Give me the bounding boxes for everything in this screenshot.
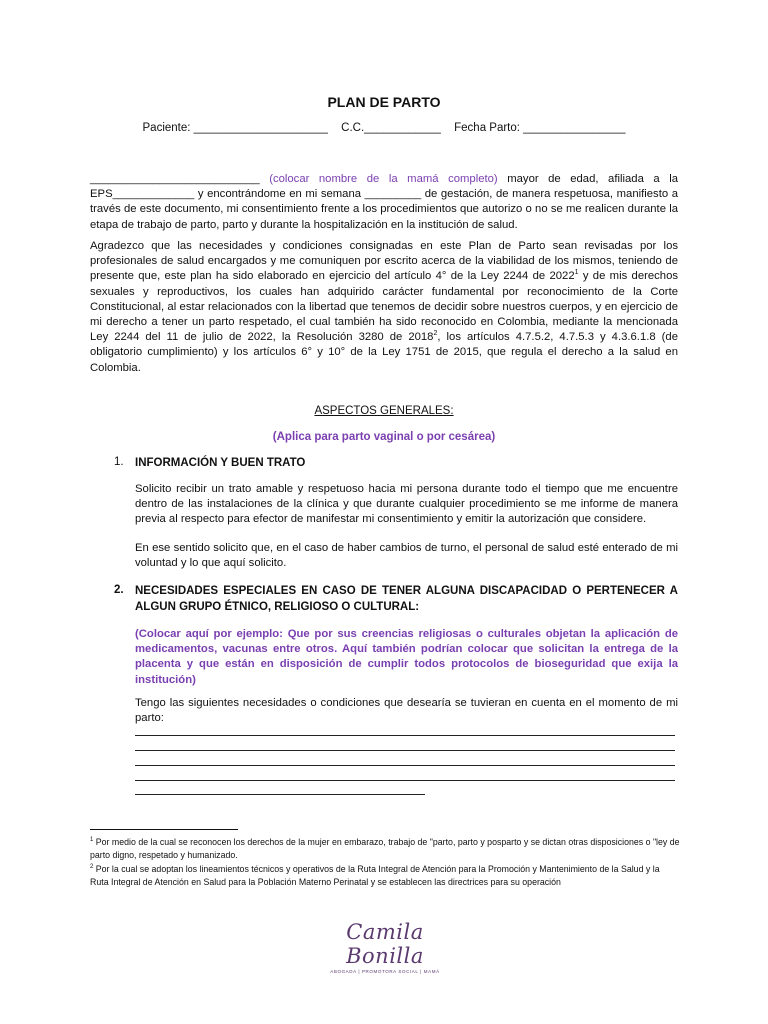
footnote-1-text: Por medio de la cual se reconocen los derechos de la mujer en embarazo, trabajo de "parto, parto y posparto y se dictan otras disposiciones o "ley de parto digno, respetado y humanizado. <box>90 837 680 860</box>
footnote-2 <box>90 863 680 888</box>
intro-paragraph <box>90 172 678 233</box>
answer-line-5[interactable] <box>135 794 425 795</box>
signature-tagline: ABOGADA | PROMOTORA SOCIAL | MAMÁ <box>330 969 440 974</box>
section-2-hint: (Colocar aquí por ejemplo: Que por sus creencias religiosas o culturales objetan la aplicación de medicamentos, vacunas entre otros. Aquí también podrían colocar que solicitan la entrega de la placenta y que están en disposición de cumplir todos protocolos de bioseguridad que exija la institución) <box>135 628 678 686</box>
footnote-ref-2: 2 <box>433 330 438 338</box>
gratitude-text-3: , los artículos 4.7.5.2, 4.7.5.3 y 4.3.6.1.8 (de obligatorio cumplimiento) y los artículos 6° y 10° de la Ley 1751 de 2015, que regula el derecho a la salud en Colombia. <box>90 331 679 374</box>
intro-text: mayor de edad, afiliada a la EPS_____________ y encontrándome en mi semana _________ de gestación, de manera respetuosa, manifiesto a través de este documento, mi consentimiento frente a los procedimientos que autorizo o no se me realicen durante la etapa de trabajo de parto, parto y durante la hospitalización en la institución de salud. <box>90 173 678 231</box>
answer-line-2[interactable] <box>135 750 675 751</box>
mother-name-blank[interactable]: ___________________________ <box>90 173 260 185</box>
delivery-date-field[interactable]: Fecha Parto: ________________ <box>454 122 626 134</box>
gratitude-text-2: y de mis derechos sexuales y reproductivos, los cuales han adquirido carácter fundamental por reconocimiento de la Corte Constitucional, al estar relacionados con la libertad que tenemos de decidir sobre nuestros cuerpos, y en ejercicio de mi derecho a tener un parto respetado, el cual también ha sido reconocido en Colombia, mediante la mencionada Ley 2244 del 11 de julio de 2022, la Resolución 3280 de 2018 <box>90 270 679 344</box>
footnote-1 <box>90 836 680 861</box>
answer-line-3[interactable] <box>135 765 675 766</box>
footnote-2-number: 2 <box>90 864 94 871</box>
gratitude-text-1: Agradezco que las necesidades y condiciones consignadas en este Plan de Parto sean revisadas por los profesionales de salud encargados y me comuniquen por escrito acerca de la viabilidad de los mismos, teniendo de presente que, este plan ha sido elaborado en ejercicio del artículo 4° de la Ley 2244 de 2022 <box>90 240 678 283</box>
section-1-heading: INFORMACIÓN Y BUEN TRATO <box>135 457 306 469</box>
mother-name-hint: (colocar nombre de la mamá completo) <box>269 173 498 185</box>
signature-name: Camila Bonilla <box>346 920 424 968</box>
section-2-heading: NECESIDADES ESPECIALES EN CASO DE TENER ALGUNA DISCAPACIDAD O PERTENECER A ALGUN GRUPO ÉTNICO, RELIGIOSO O CULTURAL: <box>135 585 678 613</box>
author-signature-logo <box>320 920 450 974</box>
patient-fields <box>0 122 768 134</box>
patient-field[interactable]: Paciente: _____________________ <box>142 122 328 134</box>
general-aspects-subheading: (Aplica para parto vaginal o por cesárea) <box>272 431 496 443</box>
section-1-paragraph-1: Solicito recibir un trato amable y respetuoso hacia mi persona durante todo el tiempo que me encuentre dentro de las instalaciones de la clínica y que durante cualquier procedimiento se me informe de manera previa al respecto para efector de manifestar mi consentimiento y emitir la autorización que considere. <box>135 483 678 526</box>
footnote-ref-1: 1 <box>574 269 579 277</box>
footnote-2-text: Por la cual se adoptan los lineamientos técnicos y operativos de la Ruta Integral de Atención para la Promoción y Mantenimiento de la Salud y la Ruta Integral de Atención en Salud para la Población Materno Perinatal y se establecen las directrices para su operación <box>90 864 660 887</box>
section-1-paragraph-2: En ese sentido solicito que, en el caso de haber cambios de turno, el personal de salud esté enterado de mi voluntad y lo que aquí solicito. <box>135 542 678 570</box>
answer-line-4[interactable] <box>135 780 675 781</box>
footnote-separator <box>90 829 238 830</box>
answer-line-1[interactable] <box>135 735 675 736</box>
cc-field[interactable]: C.C.____________ <box>341 122 441 134</box>
footnote-1-number: 1 <box>90 837 94 844</box>
section-2-prompt: Tengo las siguientes necesidades o condiciones que desearía se tuvieran en cuenta en el momento de mi parto: <box>135 697 678 725</box>
general-aspects-heading: ASPECTOS GENERALES: <box>314 405 454 417</box>
section-1-number: 1. <box>114 456 124 468</box>
page-title: PLAN DE PARTO <box>327 94 441 110</box>
gratitude-paragraph <box>90 239 678 376</box>
section-2-number: 2. <box>114 584 124 596</box>
